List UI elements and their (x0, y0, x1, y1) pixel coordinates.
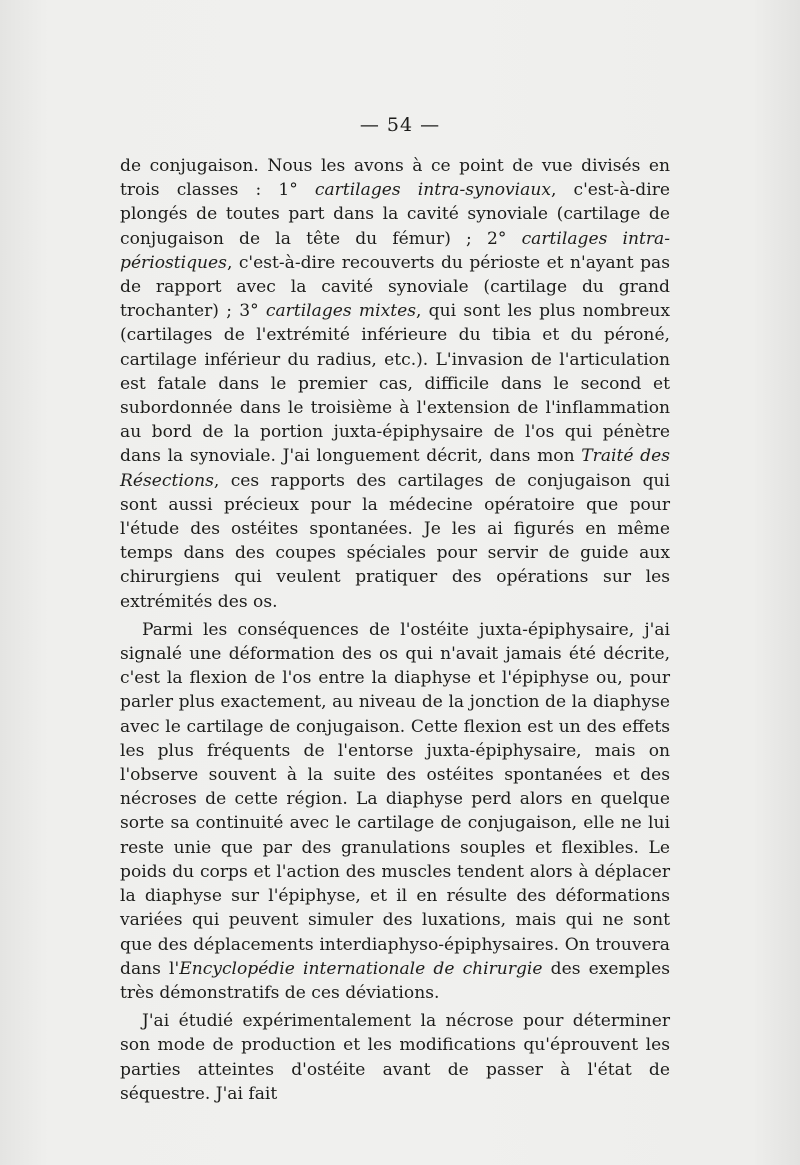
text-segment: , ces rapports des cartilages de conjugaison qui sont aussi précieux pour la médecine opératoire que pour l'étude des ostéites spontanées. Je les ai figurés en même temps dans des coupes spéciales pour servir de guide aux chirurgiens qui veulent pratiquer des opérations sur les extrémités des os. (120, 470, 670, 612)
text-segment: des exemples très démonstratifs de ces déviations. (120, 958, 671, 1003)
text-segment: , c'est-à-dire plongés de toutes part dans la cavité synoviale (cartilage de conjugaison de la tête du fémur) ; 2° (120, 180, 670, 249)
page-number: — 54 — (359, 114, 441, 136)
paragraph (120, 618, 670, 1005)
italic-term: Encyclopédie internationale de chirurgie (179, 958, 543, 979)
text-segment: de conjugaison. Nous les avons à ce point de vue divisés en trois classes : 1° (120, 156, 670, 201)
text-segment: J'ai étudié expérimentalement la nécrose pour déterminer son mode de production et les modifications qu'éprouvent les parties atteintes d'ostéite avant de passer à l'état de séquestre. J'ai fait (120, 1011, 670, 1104)
body-text (120, 154, 670, 1106)
text-segment: , c'est-à-dire recouverts du périoste et n'ayant pas de rapport avec la cavité synoviale (cartilage du grand trochanter) ; 3° (120, 252, 670, 322)
italic-term: cartilages mixtes (265, 301, 416, 322)
paragraph (120, 1009, 670, 1106)
italic-term: cartilages intra-périostiques (120, 228, 670, 273)
paragraph (120, 154, 670, 614)
text-segment: Parmi les conséquences de l'ostéite juxta-épiphysaire, j'ai signalé une déformation des os qui n'avait jamais été décrite, c'est la flexion de l'os entre la diaphyse et l'épiphyse ou, pour parler plus exactement, au niveau de la jonction de la diaphyse avec le cartilage de conjugaison. Cette flexion est un des effets les plus fréquents de l'entorse juxta-épiphysaire, mais on l'observe souvent à la suite des ostéites spontanées et des nécroses de cette région. La diaphyse perd alors en quelque sorte sa continuité avec le cartilage de conjugaison, elle ne lui reste unie que par des granulations souples et flexibles. Le poids du corps et l'action des muscles tendent alors à déplacer la diaphyse sur l'épiphyse, et il en résulte des déformations variées qui peuvent simuler des luxations, mais qui ne sont que des déplacements interdiaphyso-épiphysaires. On trouvera dans l' (120, 619, 670, 979)
text-segment: , qui sont les plus nombreux (cartilages de l'extrémité inférieure du tibia et du péroné, cartilage inférieur du radius, etc.). L'invasion de l'articulation est fatale dans le premier cas, difficile dans le second et subordonnée dans le troisième à l'extension de l'inflammation au bord de la portion juxta-épiphysaire de l'os qui pénètre dans la synoviale. J'ai longuement décrit, dans mon (120, 301, 670, 467)
italic-term: Traité des Résections (120, 446, 670, 491)
italic-term: cartilages intra-synoviaux (314, 180, 551, 201)
